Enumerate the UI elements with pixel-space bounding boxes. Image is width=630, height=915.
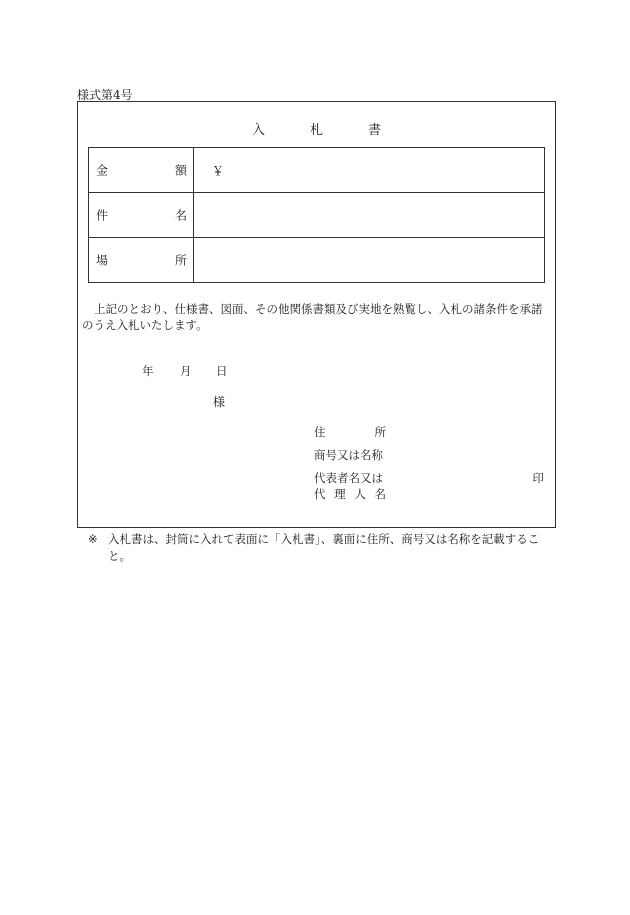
representative-label: 代表者名又は — [314, 471, 383, 485]
declaration-text: 上記のとおり、仕様書、図面、その他関係書類及び実地を熟覧し、入札の諸条件を承諾のうえ入札いたします。 — [82, 302, 543, 332]
footnote — [88, 531, 558, 565]
agent-char-3: 人 — [354, 487, 366, 501]
signature-block — [314, 424, 544, 509]
date-year: 年 — [142, 364, 154, 378]
bid-info-table — [88, 147, 545, 283]
subject-field[interactable] — [194, 193, 545, 238]
note-text: 入札書は、封筒に入れて表面に「入札書」、裏面に住所、商号又は名称を記載すること。 — [108, 532, 540, 563]
agent-char-4: 名 — [374, 487, 386, 501]
subject-label-char-2: 名 — [174, 208, 187, 223]
note-mark: ※ — [88, 532, 98, 546]
agent-char-1: 代 — [314, 487, 326, 501]
subject-label-char-1: 件 — [96, 208, 109, 223]
business-name-row — [314, 447, 544, 470]
table-row-location — [89, 238, 545, 283]
amount-field[interactable]: ￥ — [194, 148, 545, 193]
amount-label-char-2: 額 — [174, 163, 187, 178]
address-label-char-1: 住 — [314, 425, 326, 439]
seal-mark: 印 — [532, 471, 544, 485]
addressee-suffix: 様 — [213, 395, 226, 409]
agent-row — [314, 486, 544, 509]
agent-char-2: 理 — [334, 487, 346, 501]
date-month: 月 — [180, 364, 192, 378]
title-char-3: 書 — [367, 123, 381, 138]
title-char-2: 札 — [309, 123, 323, 138]
table-row-amount — [89, 148, 545, 193]
subject-label — [89, 193, 194, 238]
date-line — [142, 363, 228, 379]
location-label-char-2: 所 — [174, 253, 187, 268]
address-label-char-2: 所 — [374, 425, 386, 439]
address-row — [314, 424, 544, 447]
date-day: 日 — [216, 364, 228, 378]
location-label-char-1: 場 — [96, 253, 109, 268]
bid-form-box — [77, 101, 556, 528]
business-name-label: 商号又は名称 — [314, 448, 383, 462]
representative-row — [314, 470, 544, 486]
amount-label-char-1: 金 — [96, 163, 109, 178]
location-field[interactable] — [194, 238, 545, 283]
table-row-subject — [89, 193, 545, 238]
amount-label — [89, 148, 194, 193]
document-title — [78, 119, 555, 138]
form-number: 様式第4号 — [77, 88, 133, 102]
title-char-1: 入 — [251, 123, 265, 138]
location-label — [89, 238, 194, 283]
